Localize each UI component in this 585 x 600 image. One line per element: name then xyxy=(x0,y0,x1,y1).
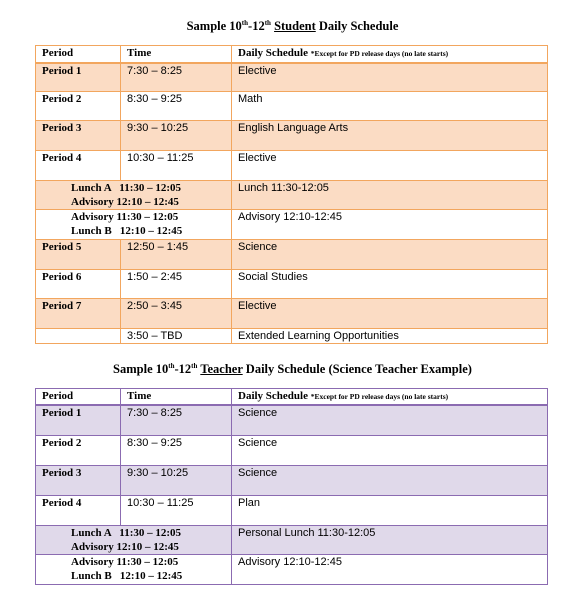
title-mid: -12 xyxy=(248,19,265,33)
period-cell: Period 6 xyxy=(36,270,121,299)
table-row xyxy=(36,63,548,92)
title-sup: th xyxy=(241,18,249,27)
activity-cell: Social Studies xyxy=(232,270,548,299)
activity-cell: Science xyxy=(232,240,548,270)
lunch-cell xyxy=(36,181,232,210)
table-row xyxy=(36,329,548,344)
lunch-line: Lunch A 11:30 – 12:05 xyxy=(71,526,182,539)
table-row xyxy=(36,121,548,151)
title-sup: th xyxy=(191,361,198,370)
activity-cell: Personal Lunch 11:30-12:05 xyxy=(232,525,548,554)
header-note: *Except for PD release days (no late starts) xyxy=(310,392,449,401)
table-row xyxy=(36,554,548,584)
table-row xyxy=(36,270,548,299)
title-prefix: Sample 10 xyxy=(186,19,242,33)
table-row xyxy=(36,210,548,240)
lunch-line: Advisory 11:30 – 12:05 xyxy=(71,211,179,223)
activity-cell: Advisory 12:10-12:45 xyxy=(232,210,548,240)
table-row xyxy=(36,299,548,329)
student-rows xyxy=(36,63,548,344)
activity-cell: Elective xyxy=(232,299,548,329)
activity-cell: Science xyxy=(232,465,548,495)
table-row xyxy=(36,405,548,435)
time-cell: 10:30 – 11:25 xyxy=(121,151,232,181)
period-cell: Period 2 xyxy=(36,435,121,465)
student-schedule-table xyxy=(35,45,548,344)
time-cell: 3:50 – TBD xyxy=(121,329,232,344)
title-sup: th xyxy=(264,18,271,27)
lunch-line: Advisory 12:10 – 12:45 xyxy=(71,540,179,553)
period-cell: Period 4 xyxy=(36,151,121,181)
lunch-cell xyxy=(36,210,232,240)
title-suffix: Daily Schedule xyxy=(318,19,399,33)
period-cell: Period 3 xyxy=(36,465,121,495)
header-schedule-label: Daily Schedule xyxy=(238,47,308,59)
header-period: Period xyxy=(36,46,121,63)
header-schedule-label: Daily Schedule xyxy=(238,390,308,402)
lunch-cell xyxy=(36,525,232,554)
period-cell: Period 4 xyxy=(36,495,121,525)
activity-cell: Lunch 11:30-12:05 xyxy=(232,181,548,210)
time-cell: 1:50 – 2:45 xyxy=(121,270,232,299)
lunch-line: Lunch A 11:30 – 12:05 xyxy=(71,182,182,194)
time-cell: 8:30 – 9:25 xyxy=(121,92,232,121)
activity-cell: Plan xyxy=(232,495,548,525)
time-cell: 9:30 – 10:25 xyxy=(121,121,232,151)
title-underlined: Teacher xyxy=(200,362,243,376)
period-cell xyxy=(36,329,121,344)
period-cell: Period 1 xyxy=(36,63,121,92)
table-row xyxy=(36,525,548,554)
lunch-line: Lunch B 12:10 – 12:45 xyxy=(71,225,183,237)
activity-cell: Elective xyxy=(232,63,548,92)
period-cell: Period 3 xyxy=(36,121,121,151)
activity-cell: Science xyxy=(232,405,548,435)
title-mid: -12 xyxy=(174,362,192,376)
header-time: Time xyxy=(121,389,232,406)
table-row xyxy=(36,92,548,121)
table-row xyxy=(36,465,548,495)
lunch-line: Advisory 12:10 – 12:45 xyxy=(71,196,179,208)
title-sup: th xyxy=(168,361,175,370)
period-cell: Period 5 xyxy=(36,240,121,270)
header-period: Period xyxy=(36,389,121,406)
lunch-line: Advisory 11:30 – 12:05 xyxy=(71,555,179,568)
table-row xyxy=(36,240,548,270)
time-cell: 10:30 – 11:25 xyxy=(121,495,232,525)
header-note: *Except for PD release days (no late starts) xyxy=(310,49,449,58)
time-cell: 7:30 – 8:25 xyxy=(121,405,232,435)
header-row xyxy=(36,46,548,63)
period-cell: Period 2 xyxy=(36,92,121,121)
period-cell: Period 1 xyxy=(36,405,121,435)
student-schedule-title xyxy=(0,19,585,34)
time-cell: 2:50 – 3:45 xyxy=(121,299,232,329)
activity-cell: Extended Learning Opportunities xyxy=(232,329,548,344)
header-time: Time xyxy=(121,46,232,63)
time-cell: 8:30 – 9:25 xyxy=(121,435,232,465)
time-cell: 12:50 – 1:45 xyxy=(121,240,232,270)
teacher-schedule-table xyxy=(35,388,548,585)
lunch-cell xyxy=(36,554,232,584)
activity-cell: Science xyxy=(232,435,548,465)
header-schedule xyxy=(232,389,548,406)
table-row xyxy=(36,151,548,181)
table-row xyxy=(36,181,548,210)
header-schedule xyxy=(232,46,548,63)
teacher-schedule-title xyxy=(0,362,585,377)
teacher-rows xyxy=(36,405,548,584)
activity-cell: Advisory 12:10-12:45 xyxy=(232,554,548,584)
header-row xyxy=(36,389,548,406)
activity-cell: English Language Arts xyxy=(232,121,548,151)
lunch-line: Lunch B 12:10 – 12:45 xyxy=(71,569,183,582)
activity-cell: Elective xyxy=(232,151,548,181)
table-row xyxy=(36,495,548,525)
title-suffix: Daily Schedule (Science Teacher Example) xyxy=(245,362,472,376)
time-cell: 7:30 – 8:25 xyxy=(121,63,232,92)
title-prefix: Sample 10 xyxy=(113,362,169,376)
activity-cell: Math xyxy=(232,92,548,121)
title-underlined: Student xyxy=(274,19,316,33)
table-row xyxy=(36,435,548,465)
period-cell: Period 7 xyxy=(36,299,121,329)
time-cell: 9:30 – 10:25 xyxy=(121,465,232,495)
